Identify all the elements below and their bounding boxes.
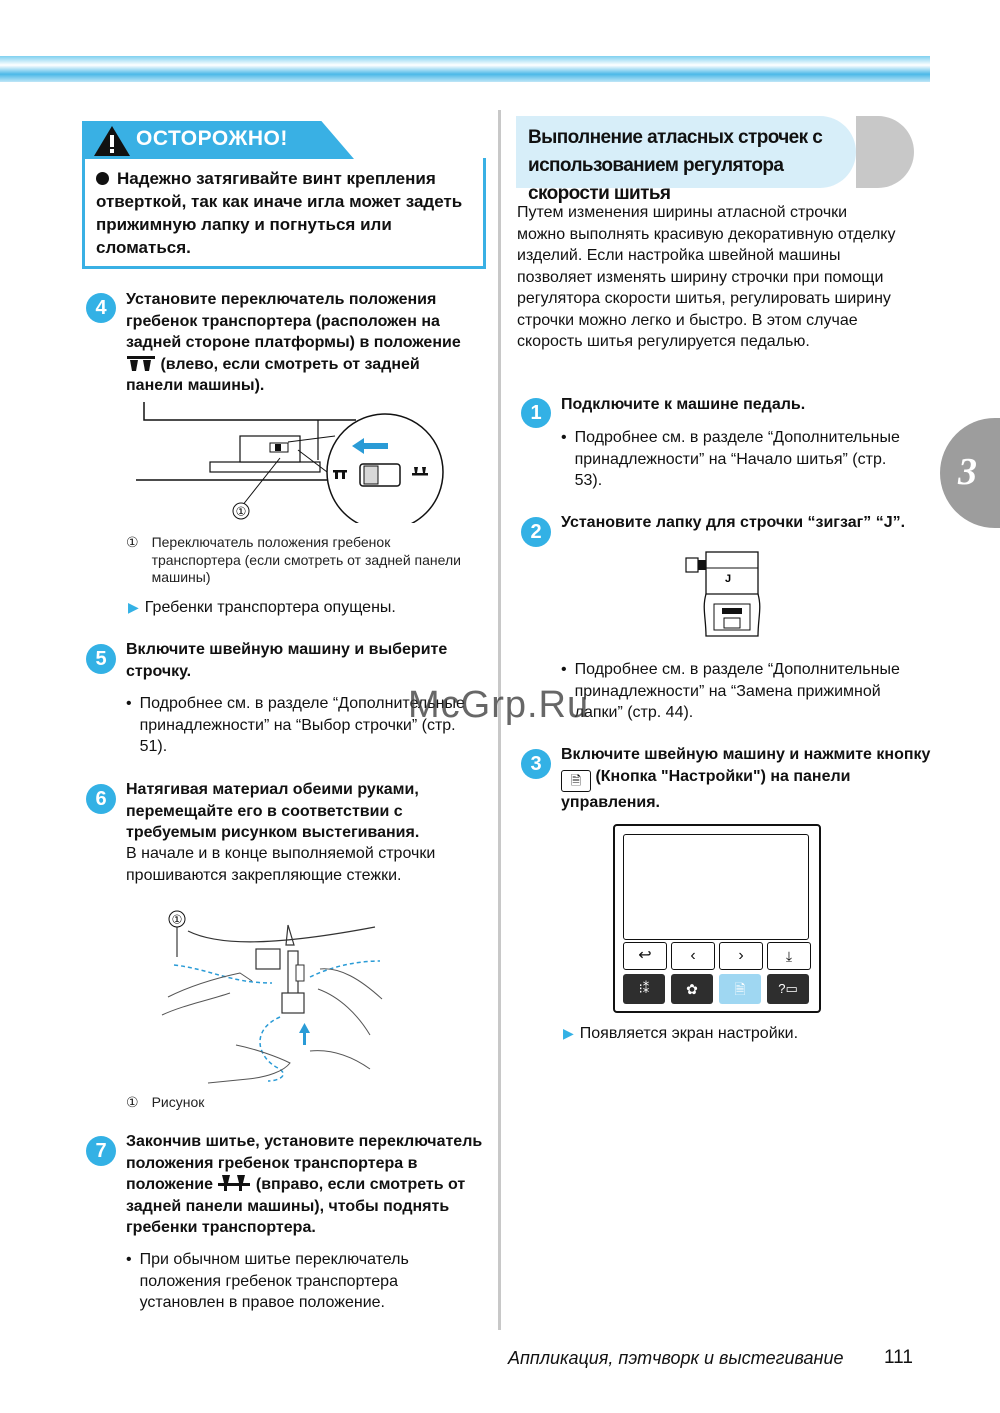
legend-switch: ① Переключатель положения гребенок транспортера (если смотреть от задней панели машины) xyxy=(126,534,461,585)
step-2-bullet: • Подробнее см. в разделе “Дополнительные принадлежности” на “Замена прижимной лапки” (стр. 44). xyxy=(561,661,900,721)
top-band xyxy=(0,56,930,82)
step-number-3: 3 xyxy=(521,749,551,779)
callout-1: ① xyxy=(171,912,183,927)
feed-dog-switch-illustration xyxy=(130,398,450,523)
step-1-bullet: • Подробнее см. в разделе “Дополнительные принадлежности” на “Начало шитья” (стр. 53). xyxy=(561,429,900,489)
feed-dogs-lowered-icon xyxy=(126,354,156,372)
page-number: 111 xyxy=(884,1347,913,1368)
settings-key-icon: 🗎 xyxy=(561,770,591,792)
step-number-5: 5 xyxy=(86,644,116,674)
step-7-instruction: Закончив шитье, установите переключатель положения гребенок транспортера в положение (вправо, если смотреть от задней панели машины), чтобы поднять гребенки транспортера. xyxy=(126,1133,483,1236)
section-header-shadow xyxy=(856,116,914,188)
lcd-screen xyxy=(623,834,809,940)
next-button[interactable]: › xyxy=(719,942,763,970)
step-6-instruction: Натягивая материал обеими руками, перемещайте его в соответствии с требуемым рисунком выстегивания. xyxy=(126,781,420,841)
caution-text: Надежно затягивайте винт крепления отверткой, так как иначе игла может задеть прижимную лапку и погнуться или сломаться. xyxy=(96,169,463,257)
step-3-instruction: Включите швейную машину и нажмите кнопку 🗎 (Кнопка "Настройки") на панели управления. xyxy=(561,746,931,811)
embroidery-key[interactable]: ✿ xyxy=(671,974,713,1004)
step-5-bullet: • Подробнее см. в разделе “Дополнительные принадлежности” на “Выбор строчки” (стр. 51). xyxy=(126,695,465,755)
step-number-2: 2 xyxy=(521,517,551,547)
watermark: McGrp.Ru xyxy=(408,684,590,726)
control-panel xyxy=(613,824,821,1013)
section-title: Выполнение атласных строчек с использованием регулятора скорости шитья xyxy=(528,127,823,204)
step-1-instruction: Подключите к машине педаль. xyxy=(561,396,806,413)
previous-button[interactable]: ‹ xyxy=(671,942,715,970)
step-4-instruction: Установите переключатель положения гребенок транспортера (расположен на задней стороне платформы) в положение (влево, если смотреть от задней панели машины). xyxy=(126,291,461,394)
step-2-instruction: Установите лапку для строчки “зигзаг” “J”. xyxy=(561,514,906,531)
step-4-result: ▶ Гребенки транспортера опущены. xyxy=(128,599,396,616)
step-7-bullet: • При обычном шитье переключатель положения гребенок транспортера установлен в правое положение. xyxy=(126,1251,409,1311)
feed-dogs-raised-icon xyxy=(217,1174,251,1192)
legend-number: ① xyxy=(126,534,139,550)
warning-icon xyxy=(92,124,132,158)
section-intro: Путем изменения ширины атласной строчки можно выполнять красивую декоративную отделку изделий. Если настройка швейной машины позволяет изменять ширину строчки при помощи регулятора скорости шитья, регулировать ширину строчки можно легко и быстро. В этом случае скорость шитья регулируется педалью. xyxy=(517,204,896,350)
help-key[interactable]: ?▭ xyxy=(767,974,809,1004)
step-5-instruction: Включите швейную машину и выберите строчку. xyxy=(126,641,448,680)
result-arrow-icon: ▶ xyxy=(563,1025,574,1041)
result-arrow-icon: ▶ xyxy=(128,599,139,615)
step-number-4: 4 xyxy=(86,293,116,323)
chapter-number: 3 xyxy=(958,451,977,493)
back-button[interactable]: ↩ xyxy=(623,942,667,970)
settings-key[interactable]: 🗎 xyxy=(719,974,761,1004)
utility-stitch-key[interactable]: ⁝⁑ xyxy=(623,974,665,1004)
bullet-icon xyxy=(96,172,109,185)
legend-pattern: ① Рисунок xyxy=(126,1094,205,1110)
presser-foot-j-illustration xyxy=(684,548,764,643)
quilting-illustration xyxy=(160,905,390,1090)
step-6-body: В начале и в конце выполняемой строчки прошиваются закрепляющие стежки. xyxy=(126,845,436,884)
step-number-7: 7 xyxy=(86,1136,116,1166)
step-number-1: 1 xyxy=(521,398,551,428)
legend-number: ① xyxy=(126,1094,139,1110)
callout-1: ① xyxy=(235,504,247,519)
memory-button[interactable]: ⤓ xyxy=(767,942,811,970)
footer-title: Аппликация, пэтчворк и выстегивание xyxy=(508,1348,844,1368)
step-3-result: ▶ Появляется экран настройки. xyxy=(563,1025,799,1042)
foot-letter: J xyxy=(724,573,732,585)
step-number-6: 6 xyxy=(86,784,116,814)
caution-title: ОСТОРОЖНО! xyxy=(136,127,288,150)
